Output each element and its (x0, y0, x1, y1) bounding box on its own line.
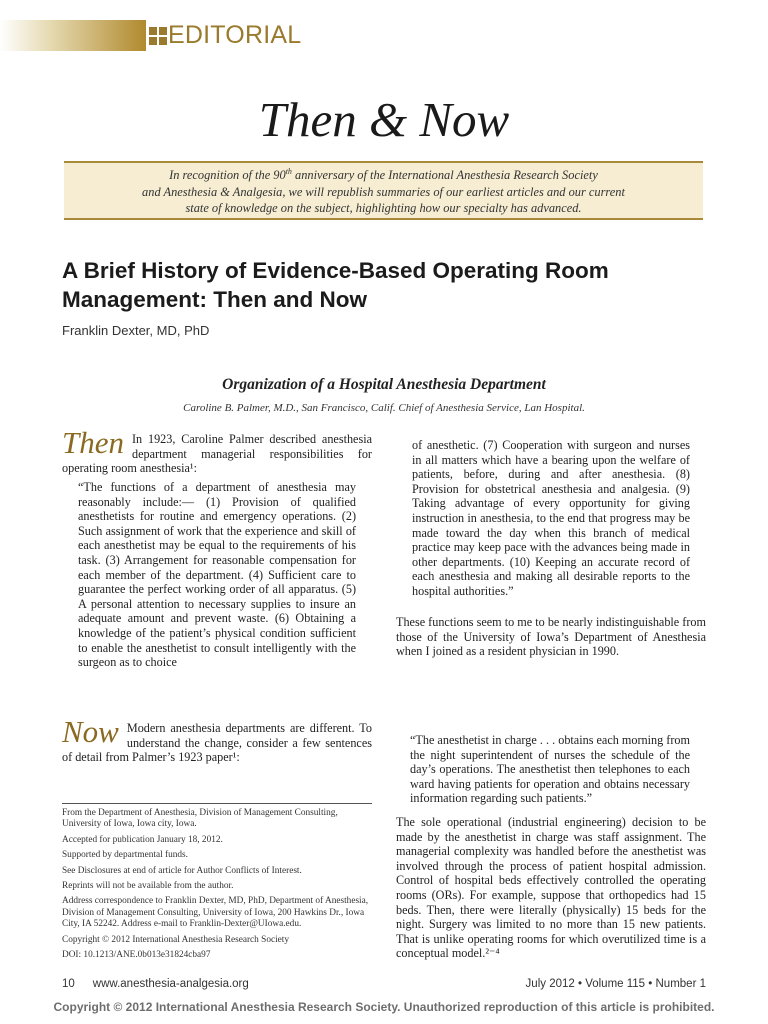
footnote-reprints: Reprints will not be available from the author. (62, 881, 234, 892)
then-intro-paragraph (62, 425, 372, 476)
issue-info: July 2012 • Volume 115 • Number 1 (525, 978, 706, 990)
footnote-funding: Supported by departmental funds. (62, 850, 188, 861)
page-number: 10 (62, 978, 75, 990)
now-lead-word: Now (62, 714, 119, 749)
then-quote-part-1: “The functions of a department of anesthesia may reasonably include:— (1) Provision of qualified anesthetists for routine and emergency operations. (2) Such assignment of work that the experience and skill of each anesthetist may be equal to the requirements of his task. (3) Arrangement for reasonable compensation for each member of the department. (4) Sufficient care to guarantee the perfect working order of all apparatus. (5) A personal attention to necessary supplies to insure an adequate amount and prevent waste. (6) Obtaining a knowledge of the patient’s physical condition sufficient to enable the anesthetist to consult intelligently with the surgeon as to choice (78, 480, 356, 670)
article-title-line-2: Management: Then and Now (62, 287, 368, 312)
recognition-line-1: In recognition of the 90th anniversary of the International Anesthesia Research Society (169, 166, 598, 182)
then-lead-word: Then (62, 425, 124, 460)
recognition-line-3: state of knowledge on the subject, highlighting how our specialty has advanced. (185, 201, 582, 215)
now-body-paragraph: The sole operational (industrial engineering) decision to be made by the anesthetist in charge was staff assignment. The managerial complexity was handled before the anesthetist was involved through the process of patient hospital admission. Control of hospital beds effectively controlled the operating rooms (ORs). For example, suppose that orthopedics had 15 beds. Then, there were literally (physically) 15 beds for the night. Surgery was limited to no more than 15 new patients. That is unlike operating rooms for which overutilized time is a conceptual model.²⁻⁴ (396, 815, 706, 961)
recognition-line-2: and Anesthesia & Analgesia, we will republish summaries of our earliest articles and our current (142, 184, 625, 199)
footnote-copyright: Copyright © 2012 International Anesthesia Research Society (62, 934, 290, 945)
original-article-byline: Caroline B. Palmer, M.D., San Francisco, Calif. Chief of Anesthesia Service, Lan Hospital. (183, 402, 585, 414)
footnote-divider (62, 803, 372, 804)
footnote-doi: DOI: 10.1213/ANE.0b013e31824cba97 (62, 950, 211, 961)
now-quote: “The anesthetist in charge . . . obtains each morning from the night superintendent of nurses the schedule of the day’s operations. The anesthetist then telephones to each ward having patients for operation and obtains necessary information regarding such patients.” (410, 733, 690, 806)
article-title-line-1: A Brief History of Evidence-Based Operating Room (62, 258, 609, 283)
footnote-department: From the Department of Anesthesia, Division of Management Consulting, University of Iowa, Iowa city, Iowa. (62, 808, 338, 830)
article-title (62, 256, 712, 314)
original-article-title: Organization of a Hospital Anesthesia Department (222, 376, 546, 393)
recognition-box (64, 161, 703, 220)
footnotes (62, 808, 372, 965)
then-intro-text: In 1923, Caroline Palmer described anesthesia department managerial responsibilities for operating room anesthesia¹: (62, 432, 372, 476)
header-gold-band (0, 20, 146, 51)
editorial-squares-icon (149, 27, 167, 45)
article-author: Franklin Dexter, MD, PhD (62, 323, 210, 338)
now-intro-text: Modern anesthesia departments are different. To understand the change, consider a few sentences of detail from Palmer’s 1923 paper¹: (62, 721, 372, 765)
section-label: EDITORIAL (168, 21, 302, 49)
masthead-title: Then & Now (258, 92, 510, 147)
copyright-notice: Copyright © 2012 International Anesthesia Research Society. Unauthorized reproduction of this article is prohibited. (53, 1000, 715, 1014)
footnote-disclosures: See Disclosures at end of article for Author Conflicts of Interest. (62, 865, 302, 876)
footer-left (62, 978, 249, 990)
then-closing-paragraph: These functions seem to me to be nearly indistinguishable from those of the University of Iowa’s Department of Anesthesia when I joined as a resident physician in 1990. (396, 615, 706, 659)
then-quote-part-2: of anesthetic. (7) Cooperation with surgeon and nurses in all matters which have a bearing upon the welfare of patients, before, during and after anesthesia. (8) Provision for obstetrical anesthesia and analgesia. (9) Taking advantage of every opportunity for giving instruction in anesthesia, to the end that progress may be made toward the day when this branch of medical practice may keep pace with the advances being made in other departments. (10) Keeping an accurate record of each anesthesia and making all desirable reports to the hospital authorities.” (412, 438, 690, 598)
footnote-address: Address correspondence to Franklin Dexter, MD, PhD, Department of Anesthesia, Division of Management Consulting, University of Iowa, 200 Hawkins Dr., Iowa City, IA 52242. Address e-mail to Franklin-Dexter@UIowa.edu. (62, 896, 369, 930)
journal-url-link[interactable]: www.anesthesia-analgesia.org (92, 978, 249, 990)
footnote-accepted: Accepted for publication January 18, 2012. (62, 834, 223, 845)
now-intro-paragraph (62, 714, 372, 765)
